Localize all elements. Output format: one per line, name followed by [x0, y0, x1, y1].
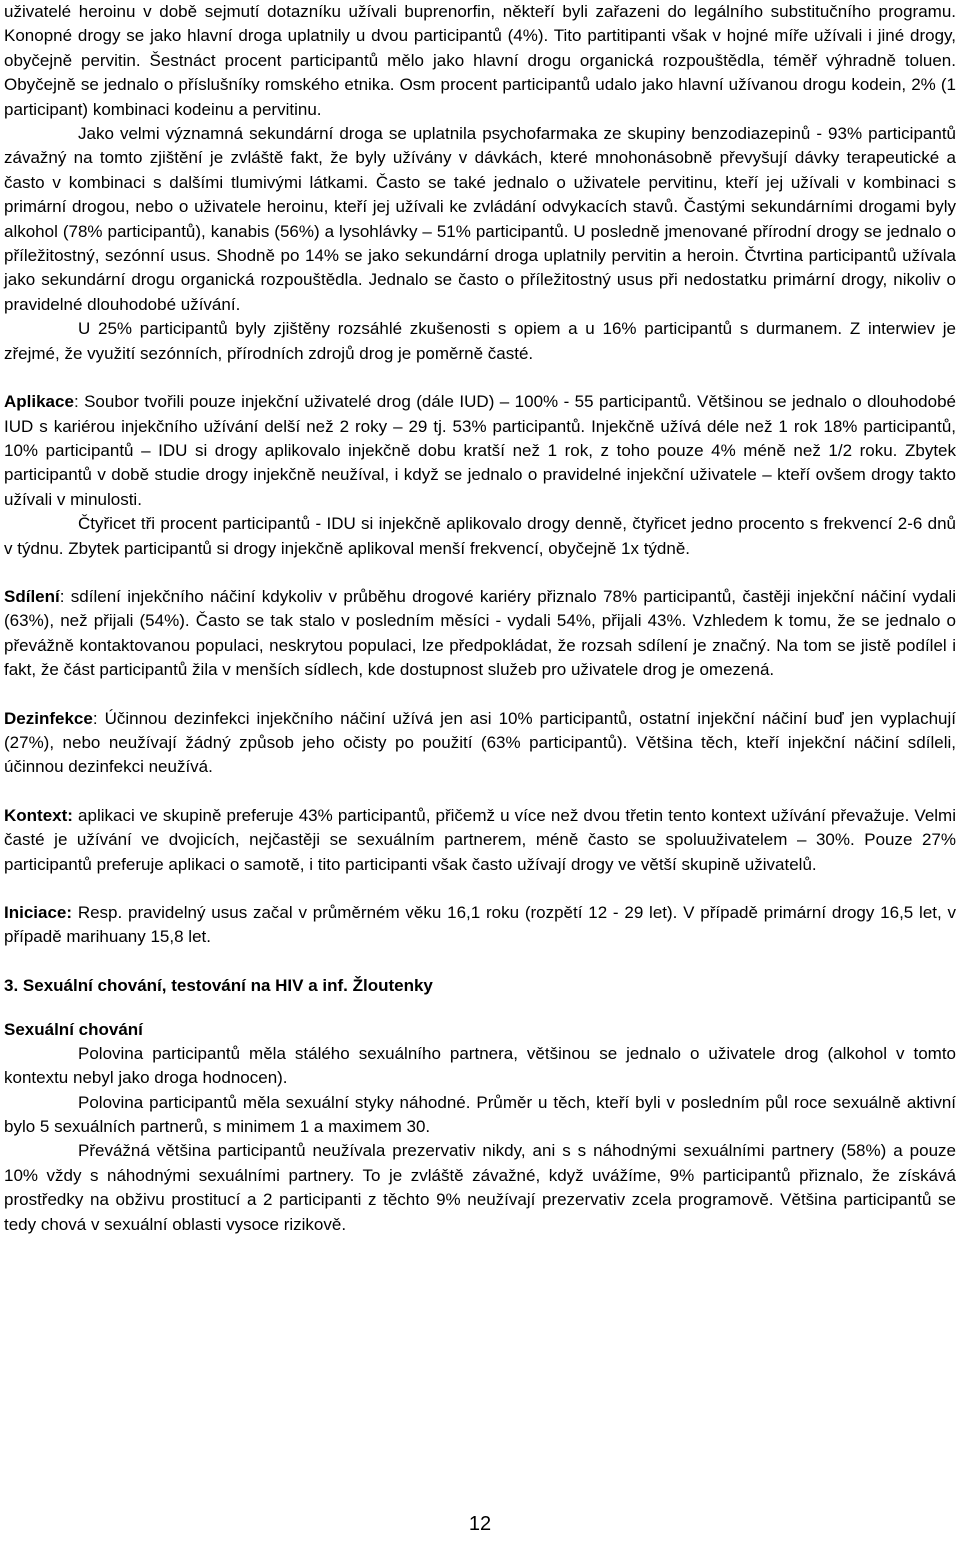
paragraph-dezinfekce — [4, 707, 956, 780]
paragraph-sdileni — [4, 585, 956, 683]
paragraph-opium-durman: U 25% participantů byly zjištěny rozsáhlé zkušenosti s opiem a u 16% participantů s durmanem. Z interwiev je zřejmé, že využití sezónních, přírodních zdrojů drog je poměrně časté. — [4, 319, 956, 363]
label-iniciace: Iniciace: — [4, 903, 73, 922]
label-kontext: Kontext: — [4, 805, 73, 825]
paragraph-condom-use: Převážná většina participantů neužívala prezervativ nikdy, ani s s náhodnými sexuálními partnery (58%) a pouze 10% vždy s náhodnými sexuálními partnery. To je zvláště závažné, když uvážíme, 9% participantů přiznalo, že získává prostředky na obživu prostitucí a 2 participanti z těchto 9% neužívají prezervativ zcela programově. Většina participantů se tedy chová v sexuální oblasti vysoce rizikově. — [4, 1141, 956, 1234]
text-iniciace: Resp. pravidelný usus začal v průměrném věku 16,1 roku (rozpětí 12 - 29 let). V případě primární drogy 16,5 let, v případě marihuany 15,8 let. — [4, 903, 956, 947]
subsection-heading: Sexuální chování — [4, 1019, 143, 1039]
label-sdileni: Sdílení — [4, 586, 60, 606]
paragraph-aplikace-frequency: Čtyřicet tři procent participantů - IDU si injekčně aplikovalo drogy denně, čtyřicet jedno procento s frekvencí 2-6 dnů v týdnu. Zbytek participantů si drogy injekčně aplikoval menší frekvencí, obyčejně 1x týdně. — [4, 514, 956, 558]
text-dezinfekce: : Účinnou dezinfekci injekčního náčiní užívá jen asi 10% participantů, ostatní injekční náčiní buď jen vyplachují (27%), nebo neužívají žádný způsob jeho očisty po použití (63% participantů). Většina těch, kteří injekční náčiní sdíleli, účinnou dezinfekci neužívá. — [4, 708, 956, 777]
paragraph-kontext — [4, 804, 956, 877]
text-aplikace: : Soubor tvořili pouze injekční uživatelé drog (dále IUD) – 100% - 55 participantů. Většinou se jednalo o dlouhodobé IUD s kariérou injekčního užívání delší než 2 roky – 29 tj. 53% participantů. Injekčně užívá déle než 1 rok 18% participantů, 10% participantů – IDU si drogy aplikovalo injekčně dobu kratší než 1 rok, z toho pouze 4% méně než 1/2 roku. Zbytek participantů v době studie drogy injekčně neužíval, i když se jednalo o pravidelné injekční uživatele – kteří ovšem drogy takto užívali v minulosti. — [4, 392, 956, 509]
paragraph-stable-partner: Polovina participantů měla stálého sexuálního partnera, většinou se jednalo o uživatele drog (alkohol v tomto kontextu nebyl jako droga hodnocen). — [4, 1043, 956, 1088]
paragraph-secondary-drugs: Jako velmi významná sekundární droga se uplatnila psychofarmaka ze skupiny benzodiazepinů - 93% participantů závažný na tomto zjištění je zvláště fakt, že byly užívány v dávkách, které mnohonásobně převyšují dávky terapeutické a často v kombinaci s dalšími tlumivými látkami. Často se také jednalo o uživatele pervitinu, kteří jej užívali v kombinaci s primární drogou, nebo o uživatele heroinu, kteří jej užívali ke zvládání odvykacích stavů. Častými sekundárními drogami byly alkohol (78% participantů), kanabis (56%) a lysohlávky – 51% participantů. U posledně jmenované přírodní drogy se jednalo o příležitostný, sezónní usus. Shodně po 14% se jako sekundární droga uplatnily pervitin a heroin. Čtvrtina participantů užívala jako sekundární drogu organická rozpouštědla. Jednalo se často o příležitostný usus při nedostatku primární drogy, nikoliv o pravidelné dlouhodobé užívání. — [4, 124, 956, 314]
document-page — [4, 0, 956, 1237]
page-number: 12 — [468, 1513, 492, 1535]
text-sdileni: : sdílení injekčního náčiní kdykoliv v průběhu drogové kariéry přiznalo 78% participantů, častěji injekční náčiní vydali (63%), než přijali (54%). Často se tak stalo v posledním měsíci - vydali 54%, přijali 43%. Vzhledem k tomu, že se jednalo o převážně kontaktovanou populaci, neskrytou populaci, lze předpokládat, že rozsah sdílení je značný. Na tom se jistě podílel i fakt, že část participantů žila v menších sídlech, kde dostupnost služeb pro uživatele drog je omezená. — [4, 586, 956, 680]
label-dezinfekce: Dezinfekce — [4, 708, 93, 728]
paragraph-aplikace — [4, 390, 956, 512]
paragraph-iniciace — [4, 901, 956, 950]
paragraph-primary-drugs: uživatelé heroinu v době sejmutí dotazníku užívali buprenorfin, někteří byli zařazeni do legálního substitučního programu. Konopné drogy se jako hlavní droga uplatnily u dvou participantů (4%). Tito partitipanti však v hojné míře užívali i jiné drogy, obyčejně pervitin. Šestnáct procent participantů mělo jako hlavní drogu organická rozpouštědla, téměř výhradně toluen. Obyčejně se jednalo o příslušníky romského etnika. Osm procent participantů udalo jako hlavní užívanou drogu kodein, 2% (1 participant) kombinaci kodeinu a pervitinu. — [4, 2, 956, 119]
label-aplikace: Aplikace — [4, 392, 74, 412]
text-kontext: aplikaci ve skupině preferuje 43% participantů, přičemž u více než dvou třetin tento kontext užívání převažuje. Velmi časté je užívání ve dvojicích, nejčastěji se sexuálním partnerem, méně často se spoluuživatelem – 30%. Pouze 27% participantů preferuje aplikaci o samotě, i tito participanti však často užívají drogy ve větší skupině uživatelů. — [4, 805, 956, 874]
section-heading: 3. Sexuální chování, testování na HIV a inf. Žloutenky — [4, 975, 433, 995]
paragraph-random-partners: Polovina participantů měla sexuální styky náhodné. Průměr u těch, kteří byli v posledním půl roce sexuálně aktivní bylo 5 sexuálních partnerů, s minimem 1 a maximem 30. — [4, 1092, 956, 1137]
